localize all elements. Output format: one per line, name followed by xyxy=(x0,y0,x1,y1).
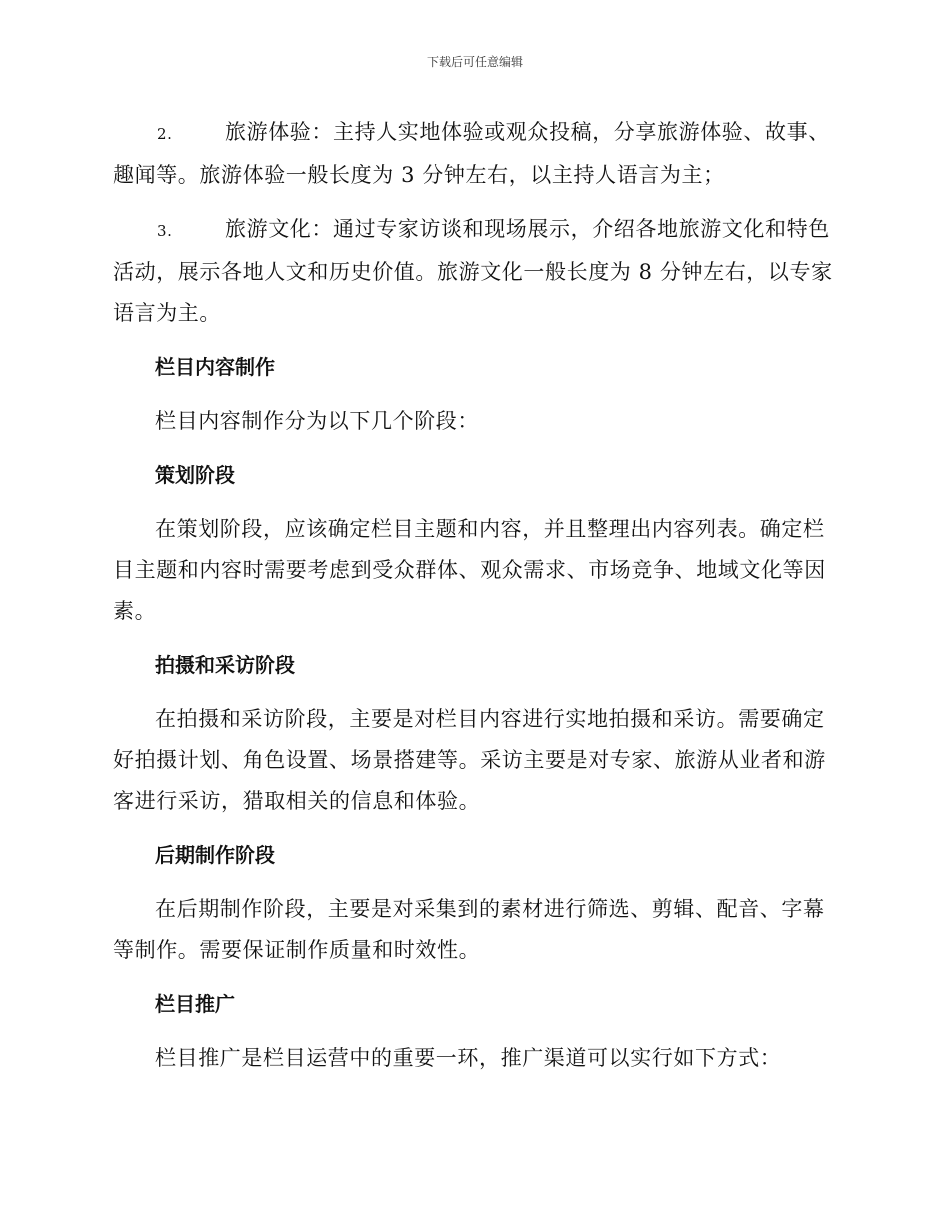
paragraph: 在策划阶段，应该确定栏目主题和内容，并且整理出内容列表。确定栏目主题和内容时需要考虑到受众群体、观众需求、市场竞争、地域文化等因素。 xyxy=(113,517,826,623)
section-heading: 拍摄和采访阶段 xyxy=(155,653,295,677)
section-heading: 后期制作阶段 xyxy=(155,843,275,867)
list-item xyxy=(113,209,833,334)
list-item-number: 3. xyxy=(157,222,173,240)
paragraph: 在后期制作阶段，主要是对采集到的素材进行筛选、剪辑、配音、字幕等制作。需要保证制作质量和时效性。 xyxy=(113,897,825,962)
list-item xyxy=(113,112,833,196)
list-item-text: 旅游文化：通过专家访谈和现场展示，介绍各地旅游文化和特色活动，展示各地人文和历史价值。旅游文化一般长度为 8 分钟左右，以专家语言为主。 xyxy=(113,217,833,325)
list-item-text: 旅游体验：主持人实地体验或观众投稿，分享旅游体验、故事、趣闻等。旅游体验一般长度为 3 分钟左右，以主持人语言为主； xyxy=(113,120,830,187)
section-heading: 策划阶段 xyxy=(155,463,235,487)
page-header: 下载后可任意编辑 xyxy=(426,55,523,69)
document-body xyxy=(113,112,833,1092)
section-heading: 栏目内容制作 xyxy=(155,355,275,379)
paragraph: 栏目内容制作分为以下几个阶段： xyxy=(155,409,479,433)
paragraph: 栏目推广是栏目运营中的重要一环，推广渠道可以实行如下方式： xyxy=(155,1046,782,1070)
list-item-number: 2. xyxy=(157,125,173,143)
paragraph: 在拍摄和采访阶段，主要是对栏目内容进行实地拍摄和采访。需要确定好拍摄计划、角色设置、场景搭建等。采访主要是对专家、旅游从业者和游客进行采访，猎取相关的信息和体验。 xyxy=(113,707,826,813)
section-heading: 栏目推广 xyxy=(155,992,235,1016)
